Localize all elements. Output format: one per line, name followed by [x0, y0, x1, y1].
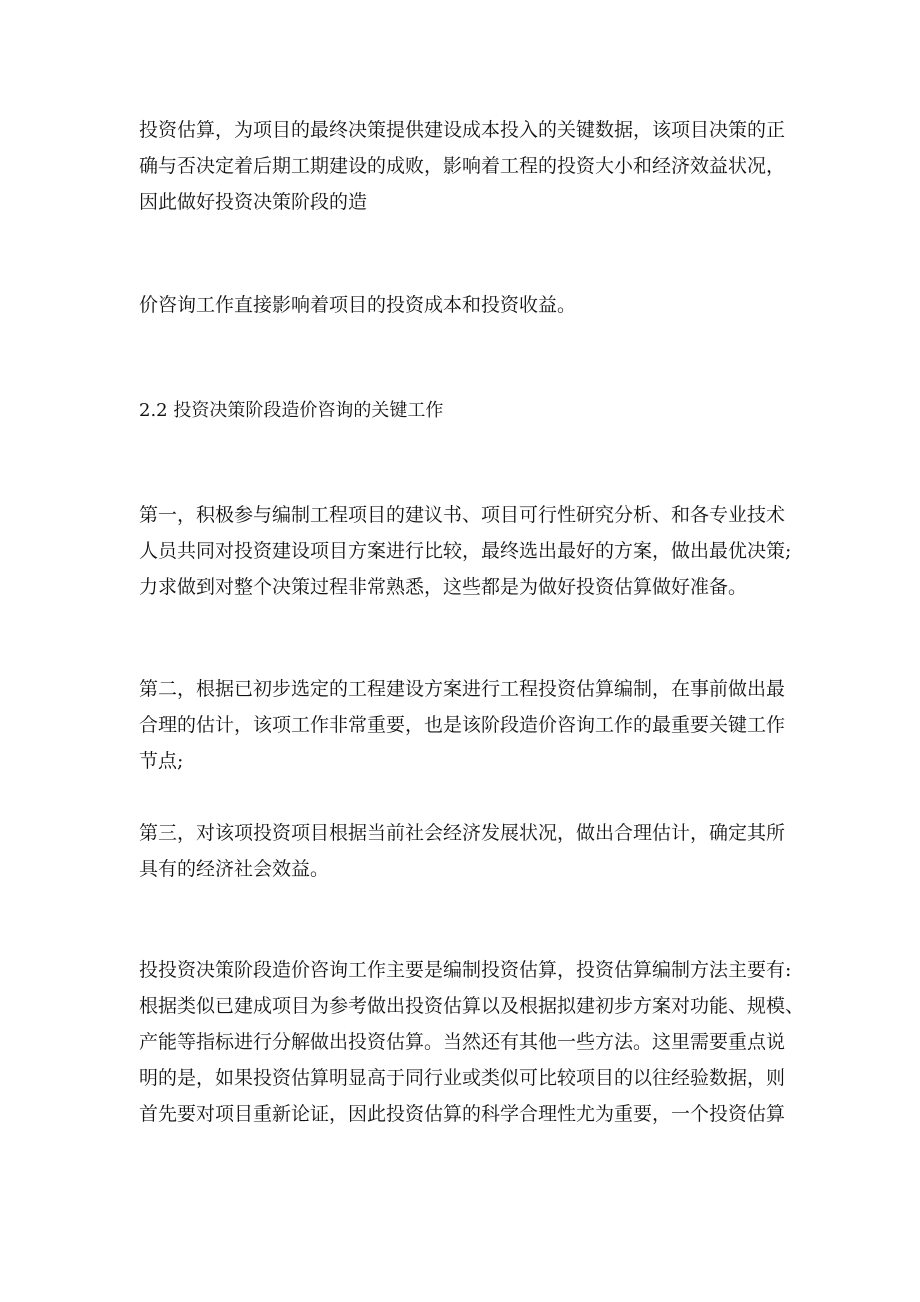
text-line: 明的是，如果投资估算明显高于同行业或类似可比较项目的以往经验数据，则 [139, 1067, 786, 1089]
text-line: 投资估算，为项目的最终决策提供建设成本投入的关键数据，该项目决策的正 [139, 119, 786, 141]
text-line: 具有的经济社会效益。 [139, 858, 330, 880]
section-heading-2-2 [139, 393, 784, 429]
paragraph-consulting-impact [139, 287, 784, 323]
paragraph-investment-estimate-intro [139, 112, 784, 220]
heading-text: 2.2 投资决策阶段造价咨询的关键工作 [139, 400, 444, 421]
paragraph-first-point [139, 497, 792, 605]
text-line: 根据类似已建成项目为参考做出投资估算以及根据拟建初步方案对功能、规模、 [139, 995, 805, 1017]
paragraph-second-point [139, 671, 784, 779]
text-line: 产能等指标进行分解做出投资估算。当然还有其他一些方法。这里需要重点说 [139, 1031, 786, 1053]
text-line: 力求做到对整个决策过程非常熟悉，这些都是为做好投资估算做好准备。 [139, 576, 748, 598]
text-line: 人员共同对投资建设项目方案进行比较，最终选出最好的方案，做出最优决策; [139, 540, 792, 562]
text-line: 价咨询工作直接影响着项目的投资成本和投资收益。 [139, 294, 577, 316]
text-line: 节点; [139, 750, 184, 772]
text-line: 第三，对该项投资项目根据当前社会经济发展状况，做出合理估计，确定其所 [139, 822, 786, 844]
paragraph-third-point [139, 815, 784, 887]
text-line: 确与否决定着后期工期建设的成败，影响着工程的投资大小和经济效益状况， [139, 155, 786, 177]
text-line: 第一，积极参与编制工程项目的建议书、项目可行性研究分析、和各专业技术 [139, 504, 786, 526]
paragraph-estimate-methods [139, 952, 805, 1132]
text-line: 投投资决策阶段造价咨询工作主要是编制投资估算，投资估算编制方法主要有: [139, 959, 792, 981]
text-line: 因此做好投资决策阶段的造 [139, 191, 368, 213]
text-line: 第二，根据已初步选定的工程建设方案进行工程投资估算编制，在事前做出最 [139, 678, 786, 700]
text-line: 合理的估计，该项工作非常重要，也是该阶段造价咨询工作的最重要关键工作 [139, 714, 786, 736]
text-line: 首先要对项目重新论证，因此投资估算的科学合理性尤为重要，一个投资估算 [139, 1103, 786, 1125]
